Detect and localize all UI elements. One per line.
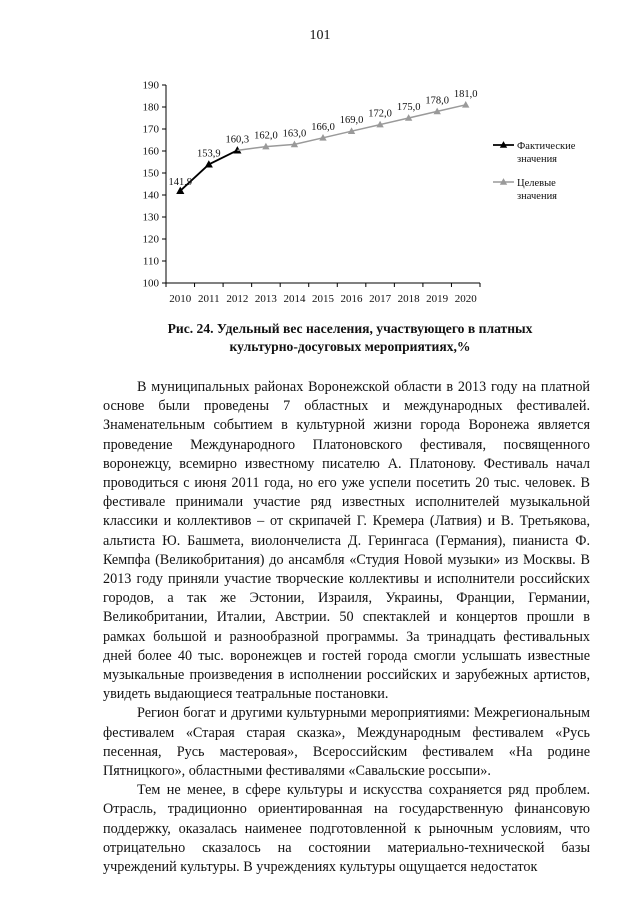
y-tick-label: 190 — [142, 79, 159, 92]
x-tick-label: 2010 — [169, 293, 192, 305]
data-point — [463, 102, 469, 107]
y-tick-label: 140 — [142, 189, 159, 202]
figure-caption-line-2: культурно-досуговых мероприятиях,% — [229, 339, 471, 354]
x-tick-label: 2011 — [198, 293, 220, 305]
x-tick-label: 2014 — [283, 293, 306, 305]
paragraph-3: Тем не менее, в сфере культуры и искусства сохраняется ряд проблем. Отрасль, традиционно ориентированная на государственную финансовую поддержку, оказалась наименее подготовленной к рыночным условиям, что отрицательно сказалось на состоянии материально-технической базы учреждений культуры. В учреждениях культуры ощущается недостаток — [103, 782, 590, 876]
y-tick-label: 100 — [142, 277, 159, 290]
legend-label: Целевые — [517, 178, 556, 189]
y-tick-label: 110 — [142, 255, 159, 268]
y-tick-label: 160 — [142, 145, 159, 158]
data-label: 153,9 — [197, 148, 221, 160]
chart-svg — [128, 78, 598, 308]
x-tick-label: 2016 — [340, 293, 363, 305]
paragraph-2: Регион богат и другими культурными мероприятиями: Межрегиональным фестивалем «Старая старая сказка», Международным фестивалем «Русь песенная, Русь мастеровая», Всероссийским фестивалем «На родине Пятницкого», областными фестивалями «Савальские россыпи». — [103, 705, 590, 780]
data-label: 172,0 — [368, 108, 392, 120]
x-tick-label: 2018 — [397, 293, 420, 305]
x-tick-label: 2017 — [369, 293, 392, 305]
figure-caption — [120, 320, 580, 356]
data-label: 141,9 — [168, 176, 193, 188]
x-tick-label: 2012 — [226, 293, 249, 305]
body-text — [103, 378, 590, 877]
figure-caption-line-1: Рис. 24. Удельный вес населения, участвующего в платных — [167, 321, 533, 336]
legend-label: Фактические — [517, 141, 576, 152]
data-label: 169,0 — [339, 115, 364, 127]
y-tick-label: 120 — [142, 233, 159, 246]
x-tick-label: 2020 — [454, 293, 477, 305]
line-chart — [128, 78, 598, 308]
x-tick-label: 2019 — [426, 293, 449, 305]
y-tick-label: 130 — [142, 211, 159, 224]
y-tick-label: 180 — [142, 101, 159, 114]
data-label: 181,0 — [453, 88, 478, 100]
data-label: 166,0 — [311, 121, 335, 133]
data-label: 175,0 — [396, 102, 421, 113]
paragraph-1: В муниципальных районах Воронежской области в 2013 году на платной основе были проведены 7 областных и международных фестивалей. Знаменательным событием в культурной жизни города Воронежа является проведение Международного Платоновского фестиваля, посвященного воронежцу, всемирно известному писателю А. Платонову. Фестиваль начал проводиться с июня 2011 года, но его уже успели посетить 20 тыс. человек. В фестивале принимали участие ряд известных исполнителей музыкальной классики и коллективов – от скрипачей Г. Кремера (Латвия) и В. Третьякова, альтиста Ю. Башмета, виолончелиста Д. Герингаса (Германия), пианиста Ф. Кемпфа (Великобритания) до ансамбля «Студия Новой музыки» из Москвы. В 2013 году приняли участие творческие коллективы и исполнители российских городов, а так же Эстонии, Израиля, Украины, Франции, Германии, Великобритании, Италии, Австрии. 50 спектаклей и концертов прошли в рамках большой и разнообразной программы. За тринадцать фестивальных дней более 40 тыс. воронежцев и гостей города смогли услышать известные музыкальные произведения в исполнении российских и зарубежных артистов, увидеть выдающиеся театральные постановки. — [103, 379, 590, 703]
y-tick-label: 150 — [142, 167, 159, 180]
data-label: 162,0 — [254, 130, 278, 142]
x-tick-label: 2013 — [254, 293, 277, 305]
legend-label: значения — [517, 191, 558, 202]
page-number: 101 — [309, 28, 331, 43]
data-label: 178,0 — [425, 95, 449, 107]
x-tick-label: 2015 — [312, 293, 334, 305]
y-tick-label: 170 — [142, 123, 159, 136]
data-label: 163,0 — [282, 128, 307, 140]
legend-label: значения — [517, 154, 558, 165]
data-label: 160,3 — [225, 134, 250, 146]
